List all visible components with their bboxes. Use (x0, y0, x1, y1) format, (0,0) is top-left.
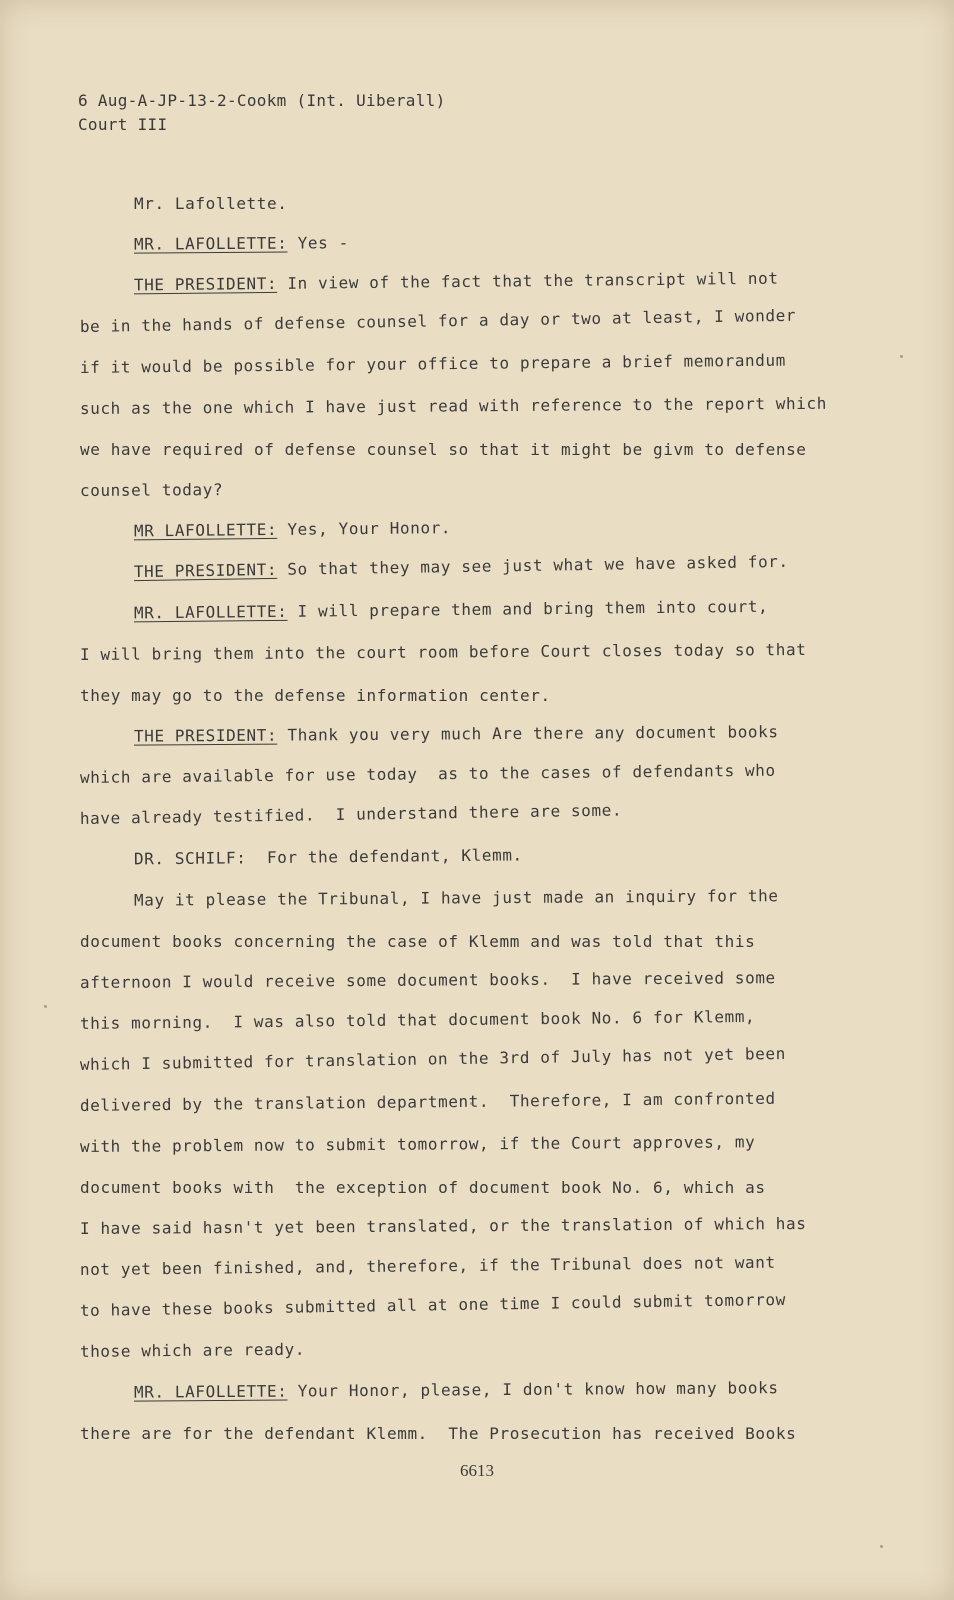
transcript-line (80, 930, 840, 971)
transcript-line (80, 684, 840, 725)
transcript-line (80, 1086, 840, 1135)
transcript-line (80, 840, 840, 889)
line-text: this morning. I was also told that document book No. 6 for Klemm, (79, 1006, 756, 1033)
line-text: be in the hands of defense counsel for a day or two at least, I wonder (79, 305, 797, 336)
transcript-body (80, 192, 840, 1463)
speaker-label: MR. LAFOLLETTE: (133, 1381, 288, 1402)
transcript-line (80, 638, 840, 684)
line-text: afternoon I would receive some document books. I have received some (79, 968, 776, 992)
page-number: 6613 (460, 1461, 494, 1480)
line-text: So that they may see just what we have asked for. (276, 551, 789, 579)
line-text: I will prepare them and bring them into court, (287, 596, 769, 621)
line-text: with the problem now to submit tomorrow, if the Court approves, my (79, 1132, 756, 1156)
line-text: to have these books submitted all at one time I could submit tomorrow (79, 1289, 786, 1320)
speaker-label: THE PRESIDENT: (133, 559, 278, 582)
transcript-line (80, 392, 840, 438)
line-text: Yes - (287, 233, 349, 253)
paper-speck (880, 1545, 883, 1548)
line-text: DR. SCHILF: For the defendant, Klemm. (133, 845, 523, 869)
line-text: document books with the exception of document book No. 6, which as (80, 1178, 766, 1197)
line-text: there are for the defendant Klemm. The Prosecution has received Books (80, 1424, 797, 1443)
paper-speck (900, 355, 903, 358)
line-text: Thank you very much Are there any document books (277, 722, 779, 745)
transcript-line (80, 594, 840, 643)
line-text: which I submitted for translation on the 3rd of July has not yet been (79, 1043, 786, 1074)
line-text: I have said hasn't yet been translated, or the translation of which has (79, 1213, 807, 1238)
line-text: counsel today? (79, 480, 224, 500)
speaker-label: MR. LAFOLLETTE: (133, 233, 288, 254)
transcript-line (80, 1176, 840, 1217)
speaker-label: MR LAFOLLETTE: (133, 519, 278, 541)
speaker-label: MR. LAFOLLETTE: (133, 601, 288, 623)
header-court-line: Court III (78, 115, 168, 134)
line-text: those which are ready. (79, 1339, 306, 1361)
line-text: we have required of defense counsel so that it might be givm to defense (80, 440, 807, 459)
transcript-line (80, 1422, 840, 1463)
line-text: May it please the Tribunal, I have just made an inquiry for the (133, 886, 779, 910)
line-text: document books concerning the case of Klemm and was told that this (80, 932, 756, 951)
document-header (78, 89, 446, 137)
line-text: I will bring them into the court room before Court closes today so that (79, 639, 807, 664)
paper-speck (470, 1102, 473, 1105)
transcript-line (80, 348, 840, 397)
transcript-line (80, 1332, 840, 1381)
line-text: have already testified. I understand there are some. (79, 800, 623, 828)
transcript-line (80, 1130, 840, 1176)
transcript-line (80, 192, 840, 233)
transcript-line (80, 438, 840, 479)
transcript-line (80, 884, 840, 930)
line-text: such as the one which I have just read with reference to the report which (79, 393, 827, 418)
transcript-line (80, 1376, 840, 1422)
header-reference-line: 6 Aug-A-JP-13-2-Cookm (Int. Uiberall) (78, 91, 446, 110)
line-text: Mr. Lafollette. (134, 194, 288, 213)
line-text: Your Honor, please, I don't know how many books (287, 1378, 779, 1401)
speaker-label: THE PRESIDENT: (133, 725, 278, 746)
paper-speck (44, 1005, 47, 1008)
line-text: they may go to the defense information center. (80, 686, 551, 705)
line-text: delivered by the translation department. Therefore, I am confronted (79, 1088, 776, 1115)
speaker-label: THE PRESIDENT: (133, 273, 278, 295)
line-text: In view of the fact that the transcript will not (277, 268, 779, 293)
line-text: Yes, Your Honor. (277, 518, 452, 539)
line-text: which are available for use today as to the cases of defendants who (79, 760, 776, 787)
line-text: if it would be possible for your office to prepare a brief memorandum (79, 350, 787, 377)
line-text: not yet been finished, and, therefore, if the Tribunal does not want (79, 1252, 776, 1279)
